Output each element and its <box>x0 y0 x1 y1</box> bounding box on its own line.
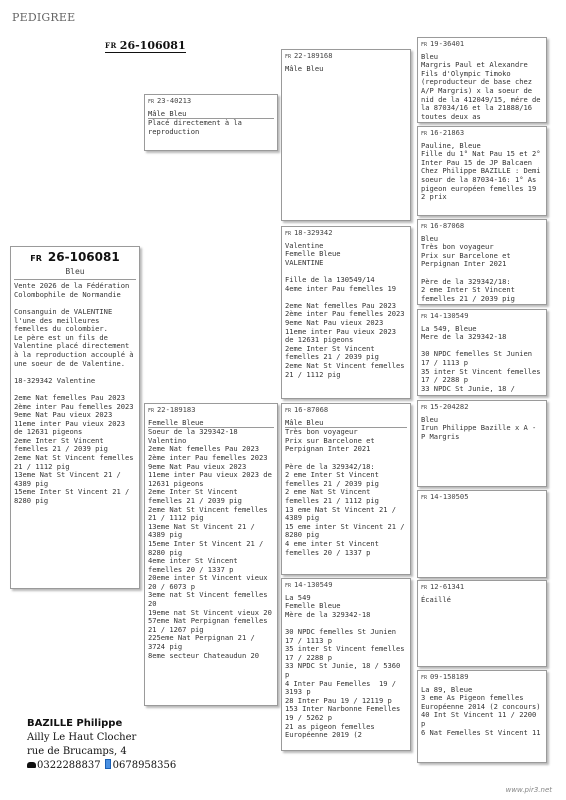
detail-line: 6 Nat Femelles St Vincent 11 <box>421 727 541 737</box>
pedigree-header: PEDIGREE <box>12 11 76 24</box>
detail-line: 2eme Nat femelles Pau 2023 <box>285 300 397 310</box>
great-grandparent-ring: FR 15-204282 <box>421 402 469 411</box>
detail-line: 19eme nat St Vincent vieux 20 <box>148 607 272 617</box>
great-grandparent-card <box>417 219 547 305</box>
detail-line: Margris Paul et Alexandre Fils d'Olympic Timoko (reproducteur de base chez A/P Margris) x la soeur de nid de la 412049/15, mére de la 87034/16 et la 21888/16 toutes deux as <box>421 60 545 121</box>
detail-line: 2eme Nat femelles Pau 2023 <box>14 392 126 402</box>
subject-color: Bleu <box>14 268 136 281</box>
owner-phones <box>27 759 176 773</box>
great-grandparent-ring: FR 19-36401 <box>421 39 465 48</box>
ring-number: 26-106081 <box>119 39 186 52</box>
detail-line: Mère de la 329342-18 <box>285 609 371 619</box>
detail-line: Bleu <box>421 51 439 61</box>
detail-line: Prix sur Barcelone et Perpignan Inter 2021 <box>285 435 379 454</box>
owner-phone: 0322288837 <box>37 760 101 771</box>
mother-details <box>148 427 277 660</box>
detail-line: 3 eme As Pigeon femelles Européenne 2014 (2 concours) <box>421 693 541 711</box>
father-color: Mâle Bleu <box>148 110 274 120</box>
detail-line: Pauline, Bleue <box>421 140 481 150</box>
owner-address-line-1: Ailly Le Haut Clocher <box>27 732 137 743</box>
subject-card <box>10 246 140 589</box>
great-grandparent-card <box>417 490 547 578</box>
detail-line: 2 eme Inter St Vincent femelles 21 / 2039 pig <box>421 285 520 303</box>
mother-color: Femelle Bleue <box>148 419 274 429</box>
detail-line: 35 inter St Vincent femelles 17 / 2288 p <box>421 366 545 385</box>
detail-line: Irun Philippe Bazille x A - P Margris <box>421 423 541 441</box>
detail-line: 2eme Nat St Vincent femelles 21 / 1112 pig <box>285 360 409 379</box>
subject-details <box>14 282 136 505</box>
detail-line: 9eme Nat Pau vieux 2023 <box>148 461 247 471</box>
detail-line: 225eme Nat Perpignan 21 / 3724 pig <box>148 633 260 652</box>
detail-line: 11eme inter Pau vieux 2023 de 12631 pigeons <box>285 326 401 345</box>
detail-line: Placé directement à la reproduction <box>148 118 247 136</box>
detail-line: 35 inter St Vincent femelles 17 / 2288 p <box>285 644 409 662</box>
detail-line: Écaillé <box>421 594 451 604</box>
detail-line: 2ème inter Pau femelles 2023 <box>285 309 405 319</box>
great-grandparent-ring: FR 14-130549 <box>421 311 469 320</box>
detail-line: La 89, Bleue <box>421 684 473 694</box>
detail-line: 153 Inter Narbonne Femelles 19 / 5262 p <box>285 704 405 722</box>
country-code: FR <box>105 41 117 50</box>
detail-line: 2ème inter Pau femelles 2023 <box>148 452 268 462</box>
detail-line: 18-329342 Valentine <box>14 375 96 385</box>
great-grandparent-details <box>421 53 543 122</box>
detail-line: 21 as pigeon femelles Européenne 2019 (2 <box>285 721 379 740</box>
detail-line: Soeur de la 329342-18 Valentino <box>148 427 242 445</box>
maternal-grandmother-card: FR 14-130549 La 549 Femelle Bleue Mère de la 329342-18 30 NPDC femelles St Junien 17 / 1113 p 35 inter St Vincent femelles 17 / 2288 p 33 NPDC St Junie, 18 / 5360 p 4 Inter Pau Femelles 19 / 3193 p 28 Inter Pau 19 / 12119 p 153 Inter Narbonne Femelles 19 / 5262 p 21 as pigeon femelles Européenne 2019 (2 <box>281 578 411 751</box>
detail-line: 9eme Nat Pau vieux 2023 <box>285 317 384 327</box>
detail-line: 30 NPDC femelles St Junien 17 / 1113 p <box>285 626 401 645</box>
great-grandparent-card <box>417 580 547 667</box>
detail-line: Femelle Bleue <box>285 601 341 611</box>
detail-line: Femelle Bleue <box>285 249 341 259</box>
great-grandparent-card <box>417 37 547 123</box>
detail-line: 4 eme inter St Vincent femelles 20 / 1337 p <box>285 538 384 557</box>
great-grandparent-details <box>421 325 543 394</box>
detail-line: 3eme nat St Vincent femelles 20 <box>148 590 272 609</box>
detail-line: 2eme Nat St Vincent femelles 21 / 1112 pig <box>14 453 138 471</box>
detail-line: 15eme Inter St Vincent 21 / 8280 pig <box>14 487 134 506</box>
detail-line: 2eme Nat femelles Pau 2023 <box>148 444 260 454</box>
detail-line: 11eme inter Pau vieux 2023 de 12631 pigeons <box>14 418 130 437</box>
ring-number: 26-106081 <box>47 250 120 264</box>
country-code: FR <box>30 254 42 263</box>
great-grandparent-ring: FR 14-130505 <box>421 492 469 501</box>
maternal-grandfather-color: Mâle Bleu <box>285 419 407 429</box>
title-ring-number <box>105 39 186 53</box>
maternal-grandmother-name: La 549 <box>285 592 311 602</box>
owner-address-line-2: rue de Brucamps, 4 <box>27 746 127 757</box>
maternal-grandmother-details <box>285 602 407 740</box>
detail-line: Fille de la 130549/14 <box>285 274 375 284</box>
great-grandparent-details <box>421 235 543 304</box>
detail-line: Mere de la 329342-18 <box>421 332 507 342</box>
watermark: www.pir3.net <box>505 786 552 794</box>
father-ring: FR 23-40213 <box>148 96 192 105</box>
detail-line: Père de la 329342/18: <box>421 276 511 286</box>
great-grandparent-card <box>417 670 547 763</box>
detail-line: 57eme Nat Perpignan femelles 21 / 1267 pig <box>148 616 272 634</box>
father-card <box>144 94 278 151</box>
detail-line: 2eme Inter St Vincent femelles 21 / 2039 pig <box>14 435 108 454</box>
detail-line: 30 NPDC femelles St Junien 17 / 1113 p <box>421 349 537 367</box>
maternal-grandfather-card: FR 16-87068 Mâle Bleu Très bon voyageur Prix sur Barcelone et Perpignan Inter 2021 Père de la 329342/18: 2 eme Inter St Vincent femelles 21 / 2039 pig 2 eme Nat St Vincent femelles 21 / 1112 pig 13 eme Nat St Vincent 21 / 4389 pig 15 eme inter St Vincent 21 / 8280 pig 4 eme inter St Vincent femelles 20 / 1337 p <box>281 403 411 575</box>
detail-line: 9eme Nat Pau vieux 2023 <box>14 410 113 420</box>
detail-line: 2eme Inter St Vincent femelles 21 / 2039 pig <box>285 343 379 362</box>
detail-line: 15 eme inter St Vincent 21 / 8280 pig <box>285 521 409 540</box>
maternal-grandfather-details <box>285 428 407 557</box>
great-grandparent-ring: FR 16-21863 <box>421 128 465 137</box>
great-grandparent-card <box>417 309 547 396</box>
detail-line: 20eme inter St Vincent vieux 20 / 6073 p <box>148 573 272 591</box>
detail-line: 8eme secteur Chateaudun 20 <box>148 650 260 660</box>
detail-line: 11eme inter Pau vieux 2023 de 12631 pigeons <box>148 470 277 488</box>
detail-line: 2eme Inter St Vincent femelles 21 / 2039 pig <box>148 487 242 505</box>
detail-line: La 549, Bleue <box>421 323 477 333</box>
detail-line: Père de la 329342/18: <box>285 461 375 471</box>
detail-line: 13eme Nat St Vincent 21 / 4389 pig <box>14 470 126 488</box>
great-grandparent-details <box>421 416 543 442</box>
telephone-icon <box>27 762 36 768</box>
mother-card <box>144 403 278 706</box>
great-grandparent-ring: FR 16-87068 <box>421 221 465 230</box>
detail-line: 13 eme Nat St Vincent 21 / 4389 pig <box>285 504 401 523</box>
subject-ring <box>14 250 136 264</box>
detail-line: 40 Int St Vincent 11 / 2200 p <box>421 710 545 728</box>
detail-line: 33 NPDC St Junie, 18 / <box>421 383 515 393</box>
great-grandparent-card <box>417 400 547 487</box>
detail-line: 28 Inter Pau 19 / 12119 p <box>285 695 392 705</box>
great-grandparent-ring: FR 09-158189 <box>421 672 469 681</box>
paternal-grandmother-name: Valentine <box>285 240 324 250</box>
detail-line: Vente 2026 de la Fédération Colombophile de Normandie <box>14 281 134 299</box>
detail-line: Prix sur Barcelone et Perpignan Inter 2021 <box>421 250 515 269</box>
paternal-grandmother-card: FR 18-329342 Valentine Femelle Bleue VALENTINE Fille de la 130549/14 4eme inter Pau femelles 19 2eme Nat femelles Pau 2023 2ème inter Pau femelles 2023 9eme Nat Pau vieux 2023 11eme inter Pau vieux 2023 de 12631 pigeons 2eme Inter St Vincent femelles 21 / 2039 pig 2eme Nat St Vincent femelles 21 / 1112 pig <box>281 226 411 399</box>
detail-line: Très bon voyageur <box>285 427 358 437</box>
great-grandparent-details <box>421 142 543 202</box>
great-grandparent-card <box>417 126 547 216</box>
detail-line: VALENTINE <box>285 257 324 267</box>
detail-line: Consanguin de VALENTINE l'une des meilleures femelles du colombier. <box>14 306 117 334</box>
great-grandparent-details <box>421 596 543 605</box>
great-grandparent-ring: FR 12-61341 <box>421 582 465 591</box>
detail-line: 13eme Nat St Vincent 21 / 4389 pig <box>148 521 260 540</box>
detail-line: 2ème inter Pau femelles 2023 <box>14 401 134 411</box>
detail-line: Le père est un fils de Valentine placé directement à la reproduction accouplé à une soeur de de Valentine. <box>14 332 138 368</box>
owner-mobile: 0678958356 <box>112 760 177 771</box>
detail-line: 2 eme Inter St Vincent femelles 21 / 2039 pig <box>285 470 384 488</box>
detail-line: 4eme inter St Vincent femelles 20 / 1337 p <box>148 556 242 574</box>
detail-line: 4 Inter Pau Femelles 19 / 3193 p <box>285 678 401 697</box>
owner-block <box>27 717 176 773</box>
detail-line: Bleu <box>421 414 439 424</box>
detail-line: Bleu <box>421 233 439 243</box>
detail-line: 4eme inter Pau femelles 19 <box>285 283 397 293</box>
detail-line: Chez Philippe BAZILLE : Demi soeur de la 87034-16: 1° As pigeon européen femelles 19 2 prix <box>421 166 545 202</box>
paternal-grandfather-card: FR 22-189168 Mâle Bleu <box>281 49 411 221</box>
father-details <box>148 119 274 136</box>
detail-line: Mâle Bleu <box>285 63 324 73</box>
mother-ring: FR 22-189183 <box>148 405 196 414</box>
detail-line: 15eme Inter St Vincent 21 / 8280 pig <box>148 538 268 557</box>
detail-line: Fille du 1° Nat Pau 15 et 2° Inter Pau 15 de JP Balcaen <box>421 149 545 167</box>
owner-name: BAZILLE Philippe <box>27 718 123 729</box>
detail-line: 2 eme Nat St Vincent femelles 21 / 1112 pig <box>285 487 379 505</box>
great-grandparent-details <box>421 686 543 738</box>
paternal-grandmother-details <box>285 250 407 379</box>
mobile-phone-icon <box>105 759 111 769</box>
paternal-grandfather-details <box>285 65 407 74</box>
detail-line: Très bon voyageur <box>421 242 494 252</box>
detail-line: 33 NPDC St Junie, 18 / 5360 p <box>285 661 405 679</box>
detail-line: 2eme Nat St Vincent femelles 21 / 1112 pig <box>148 504 272 523</box>
